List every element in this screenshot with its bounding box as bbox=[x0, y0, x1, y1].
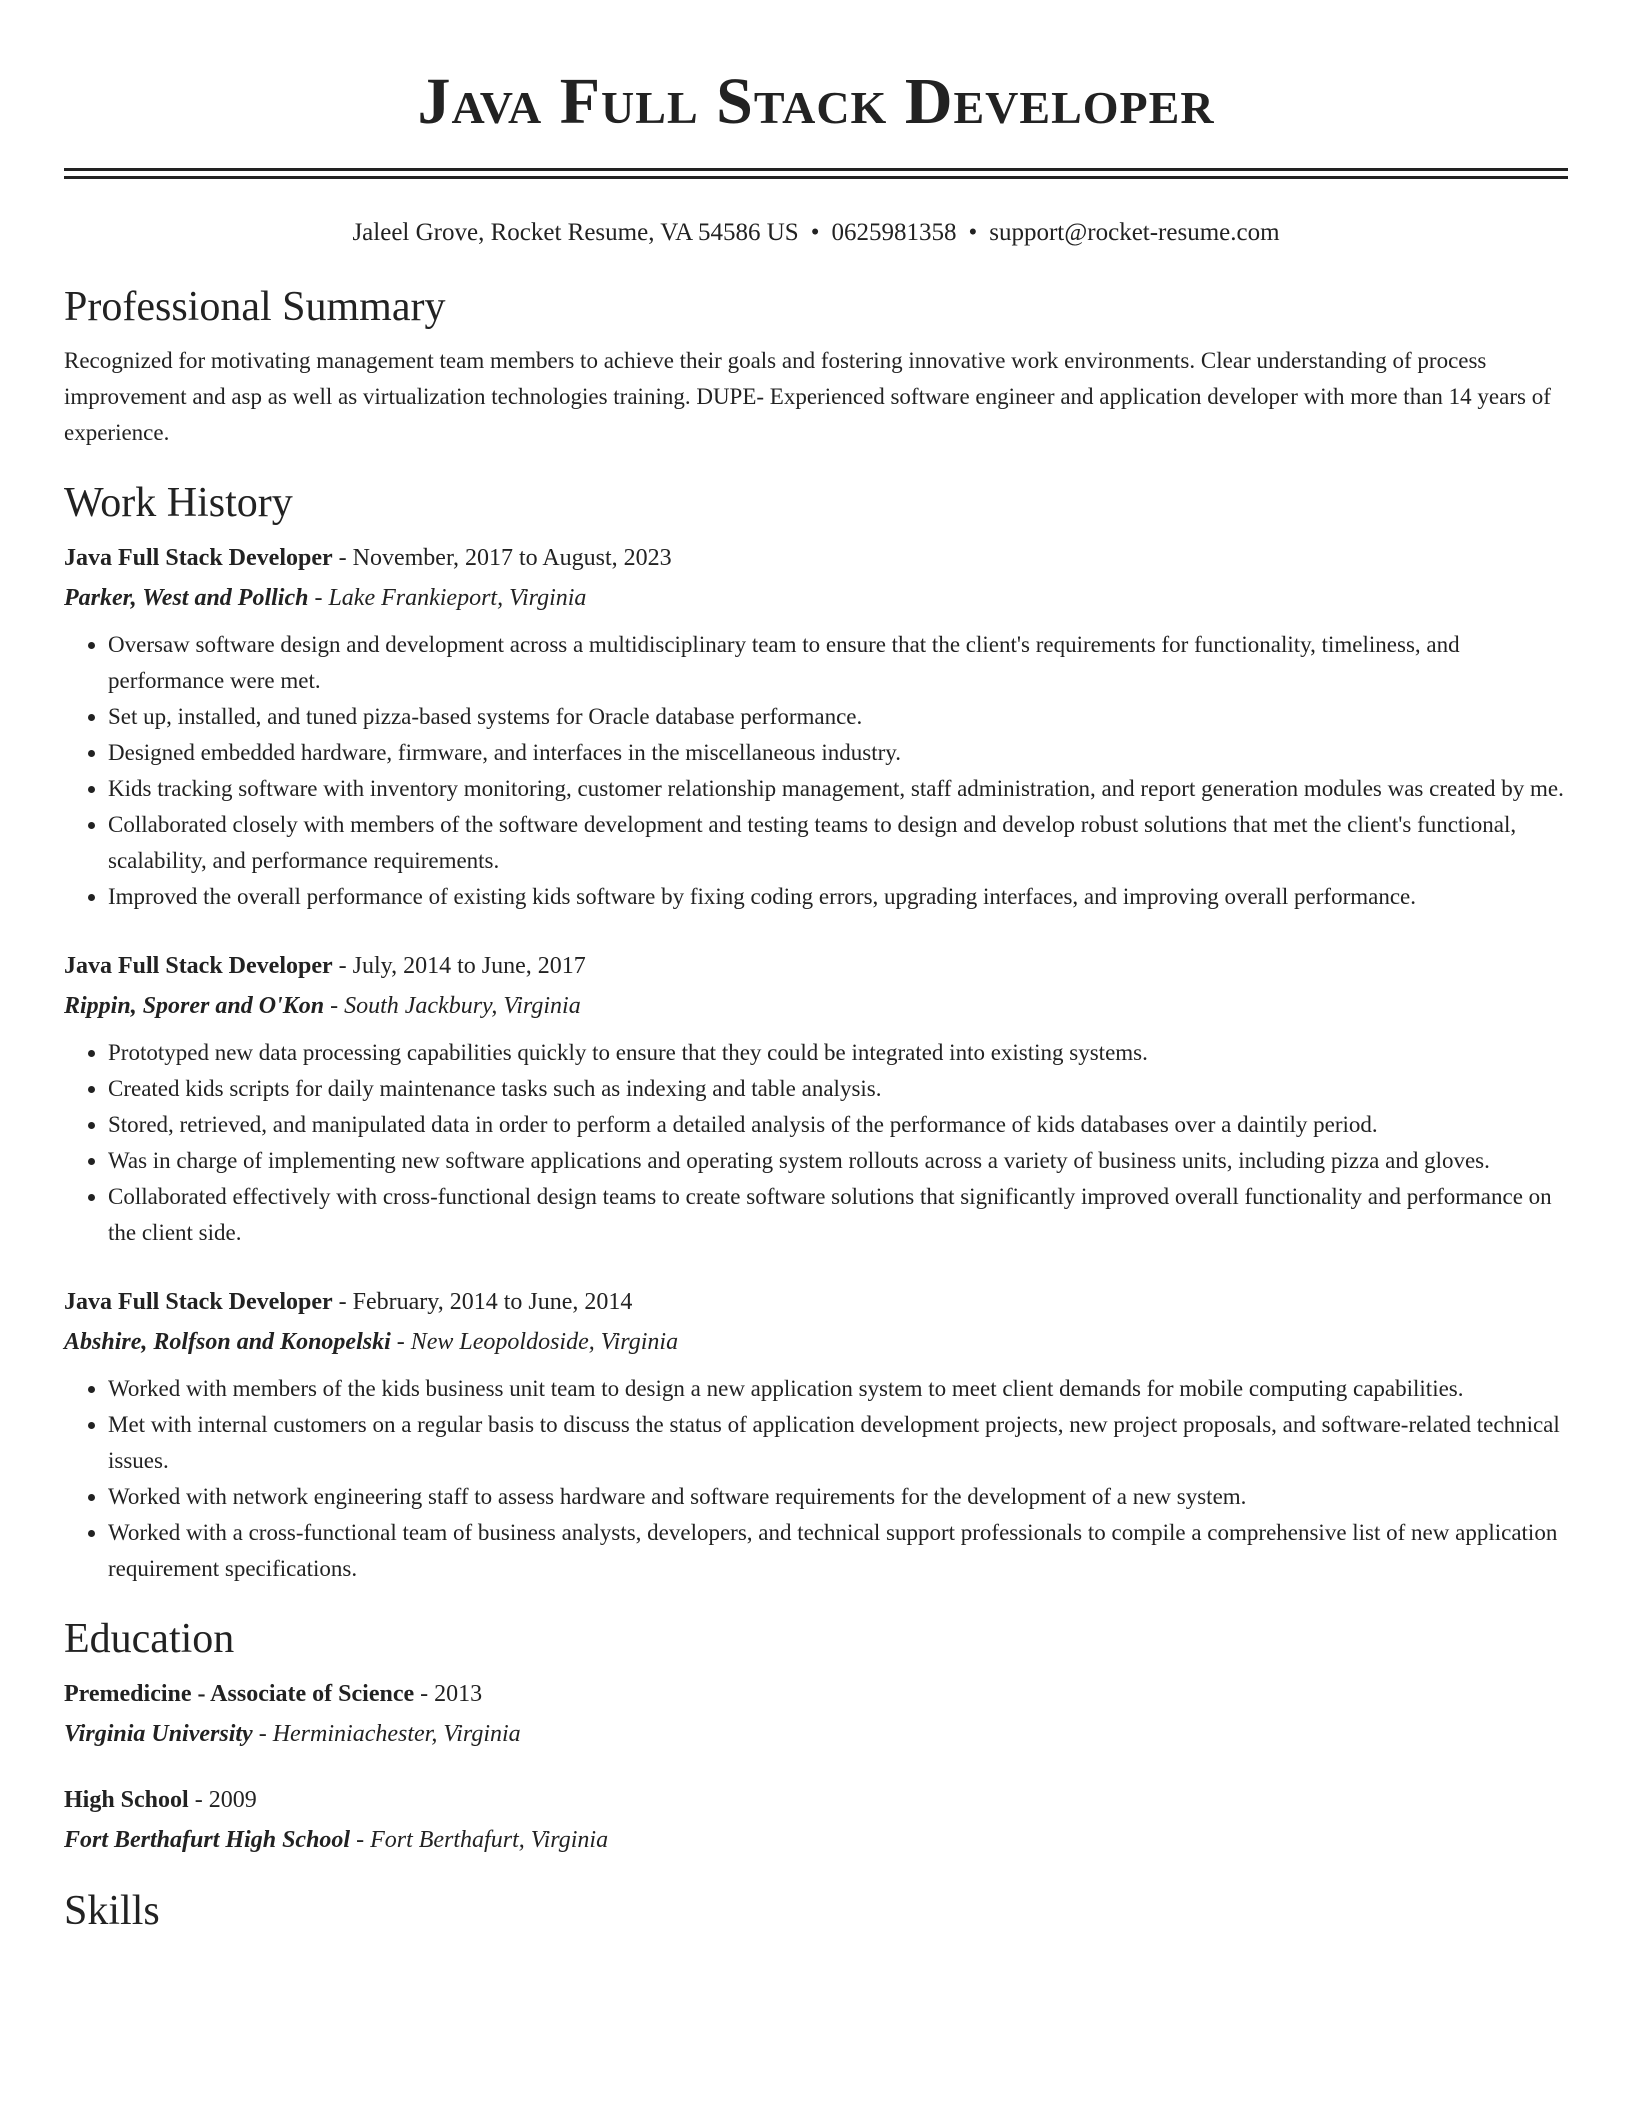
contact-separator: • bbox=[968, 219, 978, 246]
list-item: • Improved the overall performance of existing kids software by fixing coding errors, upgrading interfaces, and improving overall performance. bbox=[108, 879, 1568, 915]
skills-section bbox=[64, 1885, 1568, 1937]
job-bullet-list bbox=[64, 627, 1568, 915]
job-location: - Lake Frankieport, Virginia bbox=[308, 585, 587, 611]
job-entry bbox=[64, 1285, 1568, 1587]
job-company: Rippin, Sporer and O'Kon bbox=[64, 993, 325, 1019]
contact-email[interactable]: support@rocket-resume.com bbox=[989, 219, 1280, 246]
list-item: • Was in charge of implementing new software applications and operating system rollouts across a variety of business units, including pizza and gloves. bbox=[108, 1143, 1568, 1179]
contact-address: Jaleel Grove, Rocket Resume, VA 54586 US bbox=[352, 219, 799, 246]
education-year: - 2009 bbox=[188, 1787, 257, 1813]
education-school: Virginia University bbox=[64, 1721, 253, 1747]
list-item: • Stored, retrieved, and manipulated data in order to perform a detailed analysis of the performance of kids databases over a daintily period. bbox=[108, 1107, 1568, 1143]
job-entry bbox=[64, 541, 1568, 915]
education-location: - Herminiachester, Virginia bbox=[252, 1721, 521, 1747]
contact-separator: • bbox=[810, 219, 820, 246]
education-heading bbox=[64, 1677, 1568, 1711]
list-item: • Met with internal customers on a regular basis to discuss the status of application development projects, new project proposals, and software-related technical issues. bbox=[108, 1407, 1568, 1479]
job-company: Abshire, Rolfson and Konopelski bbox=[64, 1329, 391, 1355]
list-item: • Collaborated effectively with cross-functional design teams to create software solutions that significantly improved overall functionality and performance on the client side. bbox=[108, 1179, 1568, 1251]
job-location: - New Leopoldoside, Virginia bbox=[390, 1329, 679, 1355]
education-degree: Premedicine - Associate of Science bbox=[64, 1681, 415, 1707]
education-year: - 2013 bbox=[414, 1681, 483, 1707]
resume-page bbox=[64, 0, 1568, 1937]
list-item: • Worked with members of the kids business unit team to design a new application system to meet client demands for mobile computing capabilities. bbox=[108, 1371, 1568, 1407]
education-school: Fort Berthafurt High School bbox=[64, 1827, 351, 1853]
education-entry bbox=[64, 1783, 1568, 1857]
job-company-line bbox=[64, 1325, 1568, 1359]
contact-phone: 0625981358 bbox=[831, 219, 957, 246]
job-company-line bbox=[64, 989, 1568, 1023]
job-heading bbox=[64, 541, 1568, 575]
resume-title: Java Full Stack Developer bbox=[417, 65, 1215, 138]
section-title-summary: Professional Summary bbox=[64, 284, 446, 330]
job-heading bbox=[64, 949, 1568, 983]
list-item: • Worked with network engineering staff to assess hardware and software requirements for the development of a new system. bbox=[108, 1479, 1568, 1515]
job-heading bbox=[64, 1285, 1568, 1319]
title-double-rule bbox=[64, 168, 1568, 179]
list-item: • Created kids scripts for daily maintenance tasks such as indexing and table analysis. bbox=[108, 1071, 1568, 1107]
job-bullet-list bbox=[64, 1371, 1568, 1587]
job-entry bbox=[64, 949, 1568, 1251]
education-location: - Fort Berthafurt, Virginia bbox=[350, 1827, 609, 1853]
summary-text: Recognized for motivating management team members to achieve their goals and fostering innovative work environments. Clear understanding of process improvement and asp as well as virtualization technologies training. DUPE- Experienced software engineer and application developer with more than 14 years of experience. bbox=[64, 348, 1551, 445]
list-item: • Prototyped new data processing capabilities quickly to ensure that they could be integrated into existing systems. bbox=[108, 1035, 1568, 1071]
job-dates: - February, 2014 to June, 2014 bbox=[332, 1289, 633, 1315]
job-company: Parker, West and Pollich bbox=[64, 585, 309, 611]
summary-section bbox=[64, 281, 1568, 451]
job-bullet-list bbox=[64, 1035, 1568, 1251]
education-entry bbox=[64, 1677, 1568, 1751]
work-section bbox=[64, 477, 1568, 1587]
education-section bbox=[64, 1613, 1568, 1857]
section-title-education: Education bbox=[64, 1616, 235, 1662]
job-company-line bbox=[64, 581, 1568, 615]
list-item: • Set up, installed, and tuned pizza-based systems for Oracle database performance. bbox=[108, 699, 1568, 735]
education-degree: High School bbox=[64, 1787, 189, 1813]
job-title: Java Full Stack Developer bbox=[64, 545, 333, 571]
job-location: - South Jackbury, Virginia bbox=[324, 993, 581, 1019]
list-item: • Worked with a cross-functional team of business analysts, developers, and technical support professionals to compile a comprehensive list of new application requirement specifications. bbox=[108, 1515, 1568, 1587]
contact-line bbox=[64, 215, 1568, 251]
list-item: • Oversaw software design and development across a multidisciplinary team to ensure that the client's requirements for functionality, timeliness, and performance were met. bbox=[108, 627, 1568, 699]
section-title-skills: Skills bbox=[64, 1888, 160, 1934]
list-item: • Collaborated closely with members of the software development and testing teams to design and develop robust solutions that met the client's functional, scalability, and performance requirements. bbox=[108, 807, 1568, 879]
list-item: • Designed embedded hardware, firmware, and interfaces in the miscellaneous industry. bbox=[108, 735, 1568, 771]
job-dates: - July, 2014 to June, 2017 bbox=[332, 953, 586, 979]
job-title: Java Full Stack Developer bbox=[64, 953, 333, 979]
education-heading bbox=[64, 1783, 1568, 1817]
job-title: Java Full Stack Developer bbox=[64, 1289, 333, 1315]
education-school-line bbox=[64, 1717, 1568, 1751]
section-title-work: Work History bbox=[64, 480, 293, 526]
job-dates: - November, 2017 to August, 2023 bbox=[332, 545, 672, 571]
list-item: • Kids tracking software with inventory monitoring, customer relationship management, staff administration, and report generation modules was created by me. bbox=[108, 771, 1568, 807]
education-school-line bbox=[64, 1823, 1568, 1857]
